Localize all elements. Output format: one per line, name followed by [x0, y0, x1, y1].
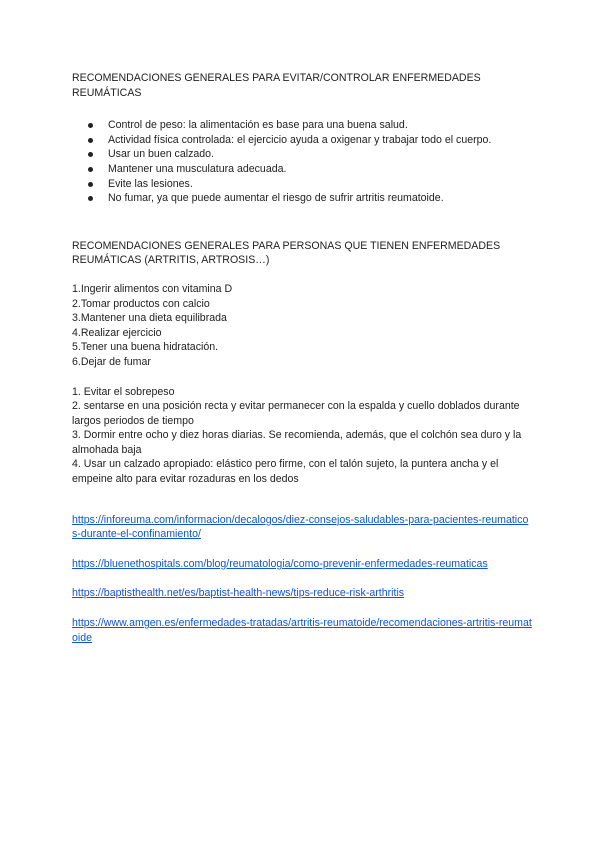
- tip-item: 4. Usar un calzado apropiado: elástico pero firme, con el talón sujeto, la puntera ancha y el empeine alto para evitar rozaduras en los dedos: [72, 458, 499, 486]
- step-item: 1.Ingerir alimentos con vitamina D: [72, 282, 233, 295]
- section1-heading: RECOMENDACIONES GENERALES PARA EVITAR/CONTROLAR ENFERMEDADES REUMÁTICAS: [72, 72, 481, 99]
- bullet-icon: [88, 123, 93, 128]
- bullet-icon: [88, 182, 93, 187]
- reference-links: [72, 513, 532, 646]
- tip-item: 3. Dormir entre ocho y diez horas diarias. Se recomienda, además, que el colchón sea duro y la almohada baja: [72, 429, 522, 456]
- prevention-list: [72, 118, 532, 206]
- step-item: 5.Tener una buena hidratación.: [72, 341, 219, 354]
- tip-item: 2. sentarse en una posición recta y evitar permanecer con la espalda y cuello doblados durante largos periodos de tiempo: [72, 400, 520, 427]
- reference-link-bluenet[interactable]: https://bluenethospitals.com/blog/reumatologia/como-prevenir-enfermedades-reumaticas: [72, 557, 488, 570]
- reference-link-inforeuma[interactable]: https://inforeuma.com/informacion/decalogos/diez-consejos-saludables-para-pacientes-reumaticos-durante-el-confinamiento/: [72, 513, 529, 541]
- reference-link-baptist[interactable]: https://baptisthealth.net/es/baptist-health-news/tips-reduce-risk-arthritis: [72, 587, 405, 600]
- list-item: Control de peso: la alimentación es base para una buena salud.: [72, 118, 532, 133]
- bullet-icon: [88, 196, 93, 201]
- tips-list: [72, 385, 532, 487]
- step-item: 2.Tomar productos con calcio: [72, 297, 210, 310]
- bullet-icon: [88, 152, 93, 157]
- section2-heading: RECOMENDACIONES GENERALES PARA PERSONAS QUE TIENEN ENFERMEDADES REUMÁTICAS (ARTRITIS, ARTROSIS…): [72, 239, 501, 267]
- reference-link-amgen[interactable]: https://www.amgen.es/enfermedades-tratadas/artritis-reumatoide/recomendaciones-artritis-reumatoide: [72, 617, 532, 644]
- list-item: Evite las lesiones.: [72, 177, 532, 192]
- list-item: Mantener una musculatura adecuada.: [72, 162, 532, 177]
- step-item: 4.Realizar ejercicio: [72, 326, 162, 339]
- step-item: 6.Dejar de fumar: [72, 355, 151, 368]
- tip-item: 1. Evitar el sobrepeso: [72, 385, 175, 398]
- document-body: [72, 71, 532, 660]
- list-item: Actividad física controlada: el ejercicio ayuda a oxigenar y trabajar todo el cuerpo.: [72, 133, 532, 148]
- bullet-icon: [88, 138, 93, 143]
- bullet-icon: [88, 167, 93, 172]
- list-item: Usar un buen calzado.: [72, 147, 532, 162]
- list-item: No fumar, ya que puede aumentar el riesgo de sufrir artritis reumatoide.: [72, 191, 532, 206]
- numbered-steps: [72, 282, 532, 370]
- step-item: 3.Mantener una dieta equilibrada: [72, 312, 227, 325]
